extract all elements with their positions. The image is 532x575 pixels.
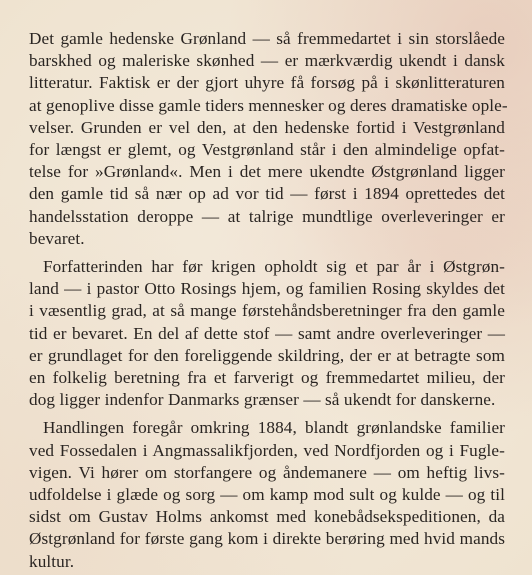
text-line: telse for »Grønland«. Men i det mere ukendte Østgrønland ligger [29,162,505,182]
text-line: for længst er glemt, og Vestgrønland står i den almindelige opfat- [29,140,505,160]
text-line: udfoldelse i glæde og sorg — om kamp mod sult og kulde — og til [29,485,505,505]
text-line: velser. Grunden er vel den, at den hedenske fortid i Vestgrønland [29,117,505,137]
text-line: sidst om Gustav Holms ankomst med konebådsekspeditionen, da [29,507,505,527]
paragraph-intro [29,28,508,250]
text-line: dog ligger indenfor Danmarks grænser — så ukendt for danskerne. [29,390,496,410]
text-line: vigen. Vi hører om storfangere og åndemanere — om heftig livs- [29,462,505,482]
text-line: litteratur. Faktisk er der gjort uhyre få forsøg på i skønlitteraturen [29,73,505,93]
text-line: er grundlaget for den foreliggende skildring, der er at betragte som [29,345,505,365]
text-line: bevaret. [29,228,85,248]
paragraph-author [29,256,505,411]
paragraph-plot [29,417,505,572]
text-line: at genoplive disse gamle tiders mennesker og deres dramatiske ople- [29,95,508,115]
text-line: land — i pastor Otto Rosings hjem, og familien Rosing skyldes det [29,279,505,299]
text-line: tid er bevaret. En del af dette stof — samt andre overleveringer — [29,323,505,343]
text-line: den gamle tid så nær op ad vor tid — først i 1894 oprettedes det [29,184,505,204]
text-line: Handlingen foregår omkring 1884, blandt grønlandske familier [43,418,505,438]
text-line: i væsentlig grad, at så mange førstehåndsberetninger fra den gamle [29,301,505,321]
text-line: Det gamle hedenske Grønland — så fremmedartet i sin storslåede [29,29,505,48]
text-line: kultur. [29,551,75,571]
text-line: Østgrønland for første gang kom i direkte berøring med hvid mands [29,529,505,549]
book-blurb-page [29,28,508,573]
text-line: Forfatterinden har før krigen opholdt sig et par år i Østgrøn- [43,257,505,277]
text-line: ved Fossedalen i Angmassalikfjorden, ved Nordfjorden og i Fugle- [29,440,505,460]
text-line: barskhed og maleriske skønhed — er mærkværdig ukendt i dansk [29,51,505,71]
text-line: en folkelig beretning fra et farverigt og fremmedartet milieu, der [29,368,505,388]
text-line: handelsstation deroppe — at talrige mundtlige overleveringer er [29,206,505,226]
